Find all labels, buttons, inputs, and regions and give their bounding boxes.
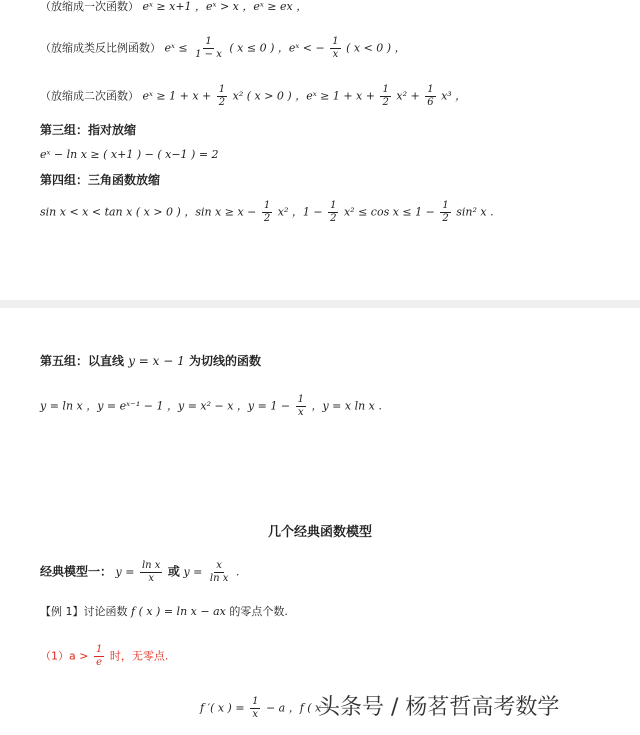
fraction [208,560,230,585]
model1-label: 经典模型一： [40,564,113,579]
derivative-line [200,696,329,721]
linear-scaling-line [40,0,307,14]
tangent-functions-line [40,394,382,419]
formula-part: f ′( x ) = [200,701,245,715]
or-word: 或 [167,564,180,579]
fraction [425,84,435,109]
fraction-numerator: 1 [95,644,103,655]
example-tail: 的零点个数. [229,605,288,618]
fraction [140,560,162,585]
fraction [296,394,306,419]
linear-scaling-label: （放缩成一次函数） [40,0,139,13]
fraction-numerator: 1 [332,36,339,47]
formula-part: y = ln x ，y = eˣ⁻¹ − 1 ，y = x² − x ，y = 1 − [40,399,291,413]
fraction-denominator: 2 [218,97,226,108]
group5-heading [40,354,261,368]
formula-part: ( x < 0 ) ， [346,41,406,55]
group3-formula: eˣ − ln x ≥ ( x+1 ) − ( x−1 ) = 2 [40,148,219,161]
fraction-denominator: x [297,407,304,418]
document-page-1 [0,0,640,300]
formula-part: y = [183,565,203,579]
group5-heading-math: y = x − 1 [128,354,185,368]
example-formula: f ( x ) = ln x − ax [131,605,226,618]
fraction-numerator: 1 [330,200,337,211]
fraction-denominator: x [252,709,259,720]
quadratic-scaling-line [40,84,466,109]
formula-part: eˣ ≤ [164,41,188,55]
formula-part: x² ，1 − [277,205,323,219]
group5-heading-text: 为切线的函数 [188,354,261,368]
fraction [440,200,450,225]
fraction [250,696,260,721]
inverse-scaling-line [40,36,406,61]
fraction-denominator: e [96,657,103,668]
case1-condition: （1）a > [40,649,89,663]
example-label: 【例 1】讨论函数 [40,605,128,618]
fraction [193,36,224,61]
fraction-denominator: ln x [209,573,229,584]
fraction-numerator: 1 [382,84,389,95]
fraction-denominator: x [148,573,154,584]
fraction-numerator: 1 [252,696,259,707]
formula-part: sin² x . [456,205,494,219]
fraction [328,200,338,225]
case1-result: 时，无零点. [109,649,169,663]
fraction [94,644,104,669]
fraction-denominator: x [332,49,339,60]
formula-part: . [235,565,240,579]
fraction-numerator: 1 [218,84,226,95]
formula-part: x³ ， [441,89,467,103]
fraction [217,84,227,109]
formula-part: x² ≤ cos x ≤ 1 − [343,205,435,219]
fraction [330,36,340,61]
document-page-2 [0,308,640,735]
fraction-numerator: ln x [141,560,161,571]
group4-heading: 第四组：三角函数放缩 [40,173,161,187]
formula-part: − a ，f ( x ) [265,701,330,715]
inverse-scaling-label: （放缩成类反比例函数） [40,41,161,55]
fraction [262,200,272,225]
model1-line [40,560,239,585]
trig-scaling-line [40,200,494,225]
section-title: 几个经典函数模型 [267,525,372,540]
example1-line [40,605,288,619]
formula-part: ，y = x ln x . [311,399,382,413]
group5-heading-text: 第五组：以直线 [40,354,125,368]
fraction-numerator: 1 [263,200,271,211]
formula-part: x² + [396,89,420,103]
case1-line [40,644,168,669]
fraction-numerator: 1 [427,84,434,95]
fraction-denominator: 2 [263,213,271,224]
fraction-denominator: 2 [330,213,337,224]
formula-part: eˣ ≥ 1 + x + [142,89,212,103]
linear-scaling-formulas: eˣ ≥ x+1 ，eˣ > x ，eˣ ≥ ex ， [142,0,308,13]
formula-part: ( x ≤ 0 ) ，eˣ < − [229,41,325,55]
fraction-denominator: 6 [427,97,434,108]
fraction-denominator: 2 [442,213,449,224]
fraction [380,84,390,109]
fraction-numerator: 1 [205,36,212,47]
formula-part: x² ( x > 0 ) ，eˣ ≥ 1 + x + [232,89,375,103]
watermark: 头条号 / 杨茗哲高考数学 [318,695,560,720]
fraction-numerator: 1 [442,200,449,211]
fraction-denominator: 2 [382,97,389,108]
quadratic-scaling-label: （放缩成二次函数） [40,89,139,103]
fraction-numerator: x [216,560,222,571]
formula-part: sin x < x < tan x ( x > 0 ) ，sin x ≥ x − [40,205,257,219]
group3-heading: 第三组：指对放缩 [40,123,137,137]
fraction-numerator: 1 [297,394,304,405]
formula-part: y = [115,565,135,579]
fraction-denominator: 1 − x [195,49,222,60]
